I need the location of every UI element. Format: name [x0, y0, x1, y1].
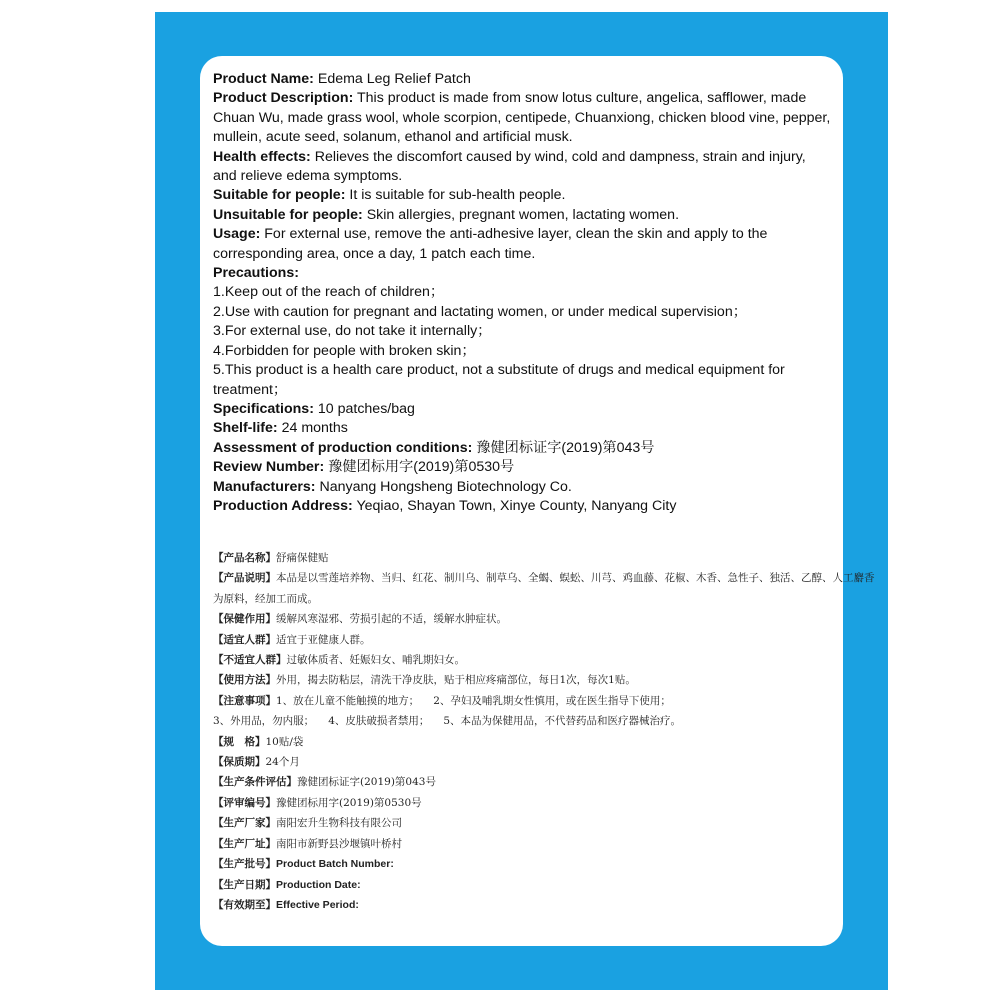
cn-note-5: 5、本品为保健用品，不代替药品和医疗器械治疗。 — [443, 715, 682, 728]
unsuitable-line — [213, 206, 833, 225]
cn-batch-line — [213, 854, 833, 874]
cn-unsuitable-label: 【不适宜人群】 — [213, 654, 287, 667]
cn-review-line — [213, 793, 833, 813]
cn-batch-label: 【生产批号】 — [213, 858, 276, 871]
cn-usage-line — [213, 670, 833, 690]
unsuitable-value: Skin allergies, pregnant women, lactating women. — [366, 206, 680, 223]
assessment-value: 豫健团标证字(2019)第043号 — [476, 439, 655, 456]
description-value: This product is made from snow lotus culture, angelica, safflower, made Chuan Wu, made grass wool, whole scorpion, centipede, Chuanxiong, chicken blood vine, pepper, mullein, acute seed, solanum, ethanol and artificial musk. — [213, 90, 831, 146]
review-line — [213, 458, 833, 477]
cn-expiry-value: Effective Period: — [276, 898, 359, 911]
description-label: Product Description: — [213, 90, 354, 107]
chinese-label-text — [213, 548, 875, 915]
assessment-line — [213, 439, 833, 458]
spec-label: Specifications: — [213, 400, 314, 417]
precautions-heading — [213, 264, 833, 283]
usage-line — [213, 225, 833, 264]
cn-unsuitable-value: 过敏体质者、妊娠妇女、哺乳期妇女。 — [286, 654, 465, 667]
cn-date-line — [213, 875, 833, 895]
precautions-label: Precautions: — [213, 265, 299, 282]
cn-shelf-label: 【保质期】 — [213, 756, 266, 769]
cn-spec-line — [213, 732, 833, 752]
cn-effect-value: 缓解风寒湿邪、劳损引起的不适，缓解水肿症状。 — [276, 613, 507, 626]
cn-name-value: 舒痛保健贴 — [276, 552, 329, 564]
cn-desc-line — [213, 568, 875, 588]
health-label: Health effects: — [213, 148, 311, 165]
cn-date-label: 【生产日期】 — [213, 878, 276, 891]
cn-notes-line — [213, 691, 833, 711]
unsuitable-label: Unsuitable for people: — [213, 206, 363, 223]
cn-date-value: Production Date: — [276, 878, 361, 891]
cn-notes-line-2 — [213, 711, 833, 731]
cn-review-value: 豫健团标用字(2019)第0530号 — [276, 796, 422, 809]
cn-desc-line-2: 为原料，经加工而成。 — [213, 592, 318, 605]
cn-expiry-label: 【有效期至】 — [213, 898, 276, 911]
health-line — [213, 148, 833, 187]
cn-unsuitable-line — [213, 650, 833, 670]
shelf-label: Shelf-life: — [213, 420, 278, 437]
product-name-value: Edema Leg Relief Patch — [317, 71, 471, 87]
cn-notes-label: 【注意事项】 — [213, 694, 276, 707]
cn-address-line — [213, 834, 833, 854]
cn-note-2: 2、孕妇及哺乳期女性慎用，或在医生指导下使用； — [433, 694, 671, 707]
cn-usage-value: 外用，揭去防粘层，清洗干净皮肤，贴于相应疼痛部位，每日1次，每次1贴。 — [276, 674, 636, 687]
cn-address-label: 【生产厂址】 — [213, 837, 276, 850]
precaution-item: 2.Use with caution for pregnant and lactating women, or under medical supervision； — [213, 303, 747, 320]
cn-maker-label: 【生产厂家】 — [213, 817, 276, 830]
cn-review-label: 【评审编号】 — [213, 796, 276, 809]
suitable-value: It is suitable for sub-health people. — [349, 187, 566, 204]
cn-spec-label: 【规 格】 — [213, 735, 266, 748]
cn-assessment-label: 【生产条件评估】 — [213, 776, 297, 789]
cn-address-value: 南阳市新野县沙堰镇叶桥村 — [276, 837, 402, 850]
manufacturer-value: Nanyang Hongsheng Biotechnology Co. — [319, 478, 572, 495]
shelf-value: 24 months — [281, 420, 348, 437]
precaution-item: 5.This product is a health care product, not a substitute of drugs and medical equipment for treatment； — [213, 362, 785, 398]
cn-usage-label: 【使用方法】 — [213, 674, 276, 687]
review-value: 豫健团标用字(2019)第0530号 — [328, 459, 515, 476]
address-value: Yeqiao, Shayan Town, Xinye County, Nanyang City — [356, 497, 677, 514]
description-line — [213, 89, 833, 147]
address-label: Production Address: — [213, 497, 353, 514]
health-value: Relieves the discomfort caused by wind, cold and dampness, strain and injury, and relieve edema symptoms. — [213, 148, 806, 185]
cn-maker-value: 南阳宏升生物科技有限公司 — [276, 817, 402, 830]
suitable-line — [213, 186, 833, 205]
cn-desc-label: 【产品说明】 — [213, 572, 276, 585]
cn-batch-value: Product Batch Number: — [276, 858, 394, 871]
cn-assessment-value: 豫健团标证字(2019)第043号 — [297, 776, 436, 789]
cn-effect-label: 【保健作用】 — [213, 613, 276, 626]
product-name-line — [213, 70, 833, 89]
cn-suitable-value: 适宜于亚健康人群。 — [276, 633, 371, 646]
precaution-item: 3.For external use, do not take it internally； — [213, 323, 492, 340]
cn-shelf-line — [213, 752, 833, 772]
precaution-item: 1.Keep out of the reach of children； — [213, 284, 445, 301]
english-label-text — [213, 70, 833, 516]
usage-value: For external use, remove the anti-adhesive layer, clean the skin and apply to the corresponding area, once a day, 1 patch each time. — [213, 226, 768, 262]
review-label: Review Number: — [213, 459, 325, 476]
cn-maker-line — [213, 813, 833, 833]
cn-effect-line — [213, 609, 833, 629]
cn-note-4: 4、皮肤破损者禁用； — [328, 715, 430, 728]
cn-expiry-line — [213, 895, 833, 915]
cn-suitable-line — [213, 630, 833, 650]
shelf-line — [213, 419, 833, 438]
cn-note-1: 1、放在儿童不能触摸的地方； — [276, 694, 420, 707]
manufacturer-line — [213, 478, 833, 497]
cn-note-3: 3、外用品，勿内服； — [213, 715, 315, 728]
suitable-label: Suitable for people: — [213, 187, 346, 204]
cn-assessment-line — [213, 772, 833, 792]
spec-value: 10 patches/bag — [317, 400, 415, 417]
product-name-label: Product Name: — [213, 71, 314, 87]
cn-name-line — [213, 548, 833, 568]
cn-suitable-label: 【适宜人群】 — [213, 633, 276, 646]
cn-desc-value: 本品是以雪莲培养物、当归、红花、制川乌、制草乌、全蝎、蜈蚣、川芎、鸡血藤、花椒、木香、急性子、独活、乙醇、人工麝香 — [276, 572, 875, 585]
address-line — [213, 497, 833, 516]
usage-label: Usage: — [213, 226, 261, 243]
manufacturer-label: Manufacturers: — [213, 478, 316, 495]
precaution-item: 4.Forbidden for people with broken skin； — [213, 342, 476, 359]
assessment-label: Assessment of production conditions: — [213, 439, 473, 456]
cn-name-label: 【产品名称】 — [213, 552, 276, 564]
cn-spec-value: 10贴/袋 — [265, 735, 304, 748]
spec-line — [213, 400, 833, 419]
cn-shelf-value: 24个月 — [265, 756, 300, 769]
